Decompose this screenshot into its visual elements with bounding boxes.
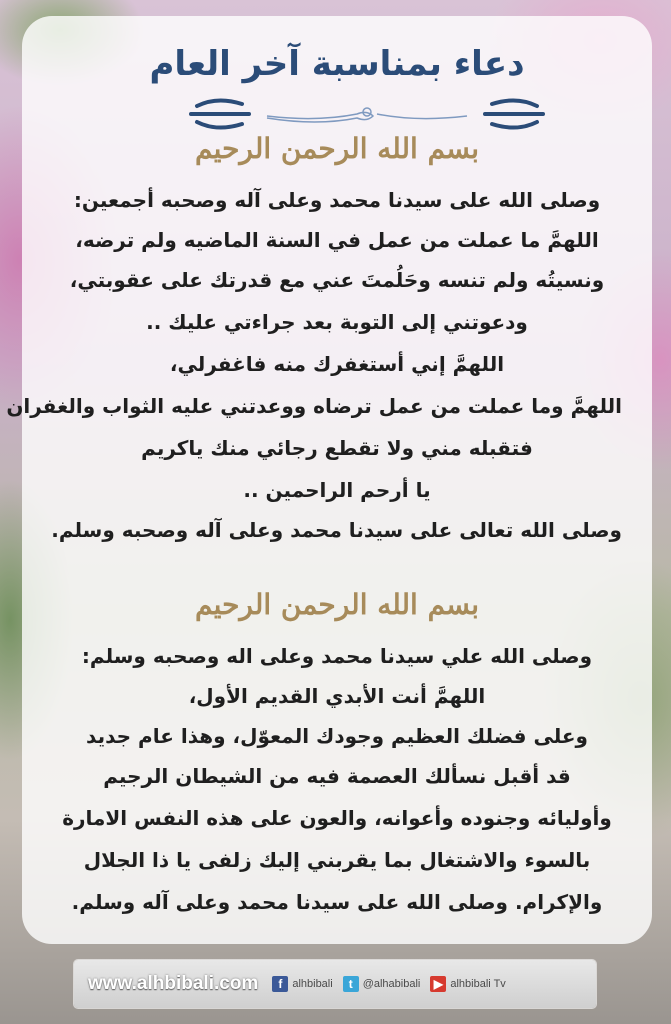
verse-line: اللهمَّ وما عملت من عمل ترضاه ووعدتني عليه الثواب والغفران bbox=[6, 394, 622, 418]
youtube-handle: alhbibali Tv bbox=[450, 978, 506, 990]
basmala-heading: بسم الله الرحمن الرحيم bbox=[195, 132, 479, 165]
verse-line: وصلى الله علي سيدنا محمد وعلى اله وصحبه وسلم: bbox=[81, 644, 593, 668]
website-link[interactable]: www.alhbibali.com bbox=[88, 973, 259, 994]
youtube-icon: ▶ bbox=[430, 976, 446, 992]
facebook-handle: alhbibali bbox=[292, 978, 333, 990]
verse-line: اللهمَّ أنت الأبدي القديم الأول، bbox=[188, 684, 486, 708]
verse-line: يا أرحم الراحمين .. bbox=[243, 478, 431, 502]
twitter-link[interactable] bbox=[343, 976, 421, 992]
verse-line: قد أقبل نسألك العصمة فيه من الشيطان الرجيم bbox=[103, 764, 571, 788]
verse-line: ودعوتني إلى التوبة بعد جراءتي عليك .. bbox=[146, 310, 528, 334]
verse-line: وصلى الله تعالى على سيدنا محمد وعلى آله وصحبه وسلم. bbox=[51, 518, 622, 542]
twitter-handle: @alhabibali bbox=[362, 978, 421, 990]
verse-line: فتقبله مني ولا تقطع رجائي منك ياكريم bbox=[141, 436, 533, 460]
page-title: دعاء بمناسبة آخر العام bbox=[149, 44, 525, 84]
verse-line: اللهمَّ إني أستغفرك منه فاغفرلي، bbox=[169, 352, 505, 376]
ornament-divider-icon bbox=[187, 92, 547, 132]
youtube-link[interactable] bbox=[430, 976, 505, 992]
verse-line: والإكرام. وصلى الله على سيدنا محمد وعلى آله وسلم. bbox=[71, 890, 603, 914]
twitter-icon: t bbox=[343, 976, 359, 992]
content-card bbox=[6, 16, 652, 944]
verse-line: اللهمَّ ما عملت من عمل في السنة الماضيه ولم ترضه، bbox=[75, 228, 599, 252]
verse-line: وأوليائه وجنوده وأعوانه، والعون على هذه النفس الامارة bbox=[62, 806, 612, 830]
facebook-icon: f bbox=[272, 976, 288, 992]
verse-line: بالسوء والاشتغال بما يقربني إليك زلفى يا ذا الجلال bbox=[83, 848, 591, 872]
verse-line: وعلى فضلك العظيم وجودك المعوّل، وهذا عام جديد bbox=[86, 724, 588, 748]
verse-line: وصلى الله على سيدنا محمد وعلى آله وصحبه أجمعين: bbox=[73, 188, 601, 212]
facebook-link[interactable] bbox=[272, 976, 332, 992]
basmala-heading: بسم الله الرحمن الرحيم bbox=[195, 588, 479, 621]
verse-line: ونسيتُه ولم تنسه وحَلُمتَ عني مع قدرتك على عقوبتي، bbox=[69, 268, 605, 292]
footer-bar bbox=[74, 960, 596, 1008]
